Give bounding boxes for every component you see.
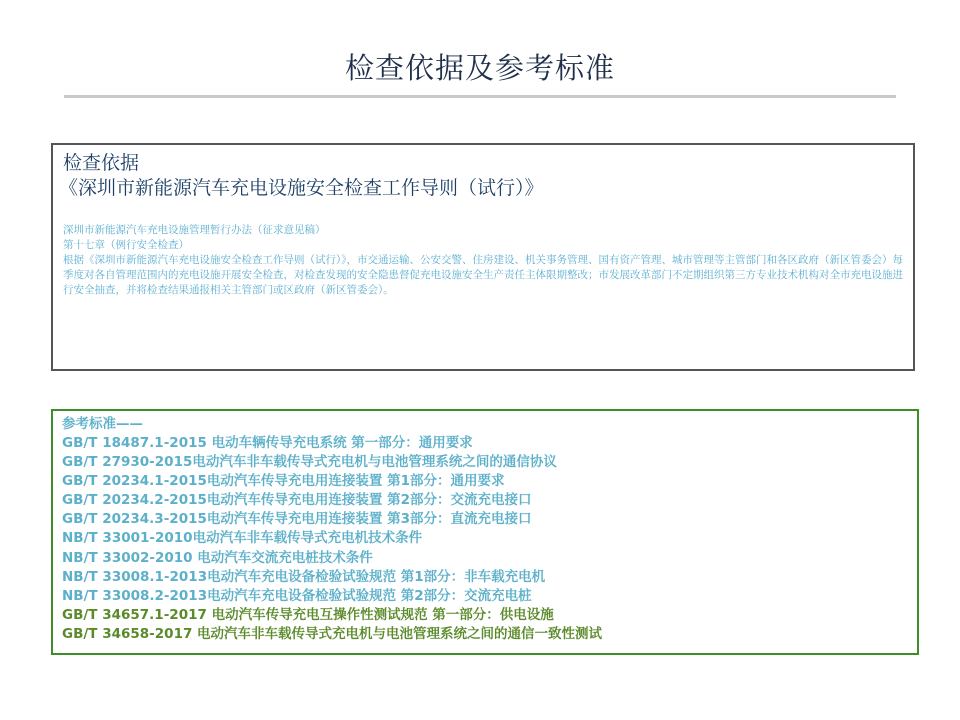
reference-item: NB/T 33008.2-2013电动汽车充电设备检验试验规范 第2部分：交流充电桩 xyxy=(62,587,532,604)
references-heading: 参考标准—— xyxy=(62,416,143,432)
reference-item: GB/T 20234.3-2015电动汽车传导充电用连接装置 第3部分：直流充电接口 xyxy=(62,511,532,528)
basis-note-paragraph: 根据《深圳市新能源汽车充电设施安全检查工作导则（试行）》，市交通运输、公安交警、住房建设、机关事务管理、国有资产管理、城市管理等主管部门和各区政府（新区管委会）每季度对各自管理范围内的充电设施开展安全检查，对检查发现的安全隐患督促充电设施安全生产责任主体限期整改；市发展改革部门不定期组织第三方专业技术机构对全市充电设施进行安全抽查，并将检查结果通报相关主管部门或区政府（新区管委会）。 xyxy=(63,254,903,296)
reference-item: NB/T 33008.1-2013电动汽车充电设备检验试验规范 第1部分：非车载充电机 xyxy=(62,568,546,585)
basis-notes xyxy=(63,223,903,298)
reference-item: GB/T 18487.1-2015 电动车辆传导充电系统 第一部分：通用要求 xyxy=(62,435,473,451)
reference-standards-box xyxy=(51,409,919,655)
references-list xyxy=(62,434,908,644)
inspection-basis-box xyxy=(51,143,915,371)
reference-item: GB/T 34657.1-2017 电动汽车传导充电互操作性测试规范 第一部分：供电设施 xyxy=(62,606,554,623)
basis-document-title: 《深圳市新能源汽车充电设施安全检查工作导则（试行）》 xyxy=(59,177,544,199)
basis-heading: 检查依据 xyxy=(63,152,140,174)
basis-note-line-1: 深圳市新能源汽车充电设施管理暂行办法（征求意见稿） xyxy=(63,224,326,236)
basis-note-line-2: 第十七章（例行安全检查） xyxy=(63,239,189,251)
reference-item: GB/T 20234.2-2015电动汽车传导充电用连接装置 第2部分：交流充电接口 xyxy=(62,492,532,509)
reference-item: GB/T 34658-2017 电动汽车非车载传导式充电机与电池管理系统之间的通信一致性测试 xyxy=(62,625,603,642)
title-divider xyxy=(64,95,896,98)
page-title: 检查依据及参考标准 xyxy=(344,51,615,85)
reference-item: NB/T 33001-2010电动汽车非车载传导式充电机技术条件 xyxy=(62,530,423,547)
reference-item: NB/T 33002-2010 电动汽车交流充电桩技术条件 xyxy=(62,549,373,566)
reference-item: GB/T 27930-2015电动汽车非车载传导式充电机与电池管理系统之间的通信协议 xyxy=(62,454,557,471)
reference-item: GB/T 20234.1-2015电动汽车传导充电用连接装置 第1部分：通用要求 xyxy=(62,473,505,490)
